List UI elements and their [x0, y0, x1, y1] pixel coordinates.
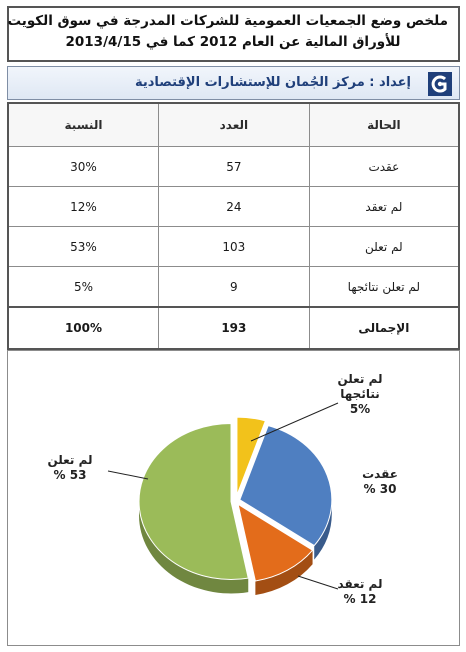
- slice-value-label: 5%: [349, 402, 371, 416]
- pie-chart-panel: [7, 350, 460, 646]
- cell-count: 24: [158, 187, 309, 227]
- total-pct: 100%: [8, 307, 158, 349]
- table-row: [8, 147, 459, 187]
- slice-value-label: 30 %: [363, 482, 397, 496]
- source-text: إعداد : مركز الجُمان للإستشارات الإقتصادية: [134, 75, 411, 90]
- summary-table: [7, 102, 460, 350]
- cell-pct: 5%: [8, 267, 158, 308]
- total-label: الإجمالى: [309, 307, 459, 349]
- table-row: [8, 227, 459, 267]
- pie-chart: [8, 351, 461, 647]
- title-box: [7, 6, 460, 62]
- slice-category-label: لم تعقد: [337, 577, 383, 591]
- cell-count: 9: [158, 267, 309, 308]
- table-total-row: [8, 307, 459, 349]
- table-row: [8, 187, 459, 227]
- header-status: الحالة: [309, 103, 459, 147]
- header-count: العدد: [158, 103, 309, 147]
- slice-value-label: 12 %: [343, 592, 377, 606]
- slice-value-label: 53 %: [53, 468, 87, 482]
- header-pct: النسبة: [8, 103, 158, 147]
- leader-line: [108, 471, 148, 479]
- cell-count: 103: [158, 227, 309, 267]
- leader-line: [298, 576, 338, 589]
- slice-category-label: عقدت: [362, 467, 398, 481]
- page-title-line1: ملخص وضع الجمعيات العمومية للشركات المدرجة في سوق الكويت: [7, 13, 448, 29]
- cell-pct: 12%: [8, 187, 158, 227]
- slice-category-label: لم تعلن: [337, 372, 383, 386]
- cell-status: لم تعقد: [309, 187, 459, 227]
- aljoman-logo-icon: [428, 72, 452, 96]
- slice-category-label: لم تعلن: [47, 453, 93, 467]
- table-row: [8, 267, 459, 308]
- cell-count: 57: [158, 147, 309, 187]
- cell-status: عقدت: [309, 147, 459, 187]
- page-title-line2: للأوراق المالية عن العام 2012 كما في 2013/4/15: [65, 34, 401, 50]
- slice-category-label: نتائجها: [340, 387, 380, 401]
- total-count: 193: [158, 307, 309, 349]
- cell-status: لم تعلن نتائجها: [309, 267, 459, 308]
- source-bar: [7, 66, 460, 100]
- table-header-row: [8, 103, 459, 147]
- cell-status: لم تعلن: [309, 227, 459, 267]
- cell-pct: 53%: [8, 227, 158, 267]
- cell-pct: 30%: [8, 147, 158, 187]
